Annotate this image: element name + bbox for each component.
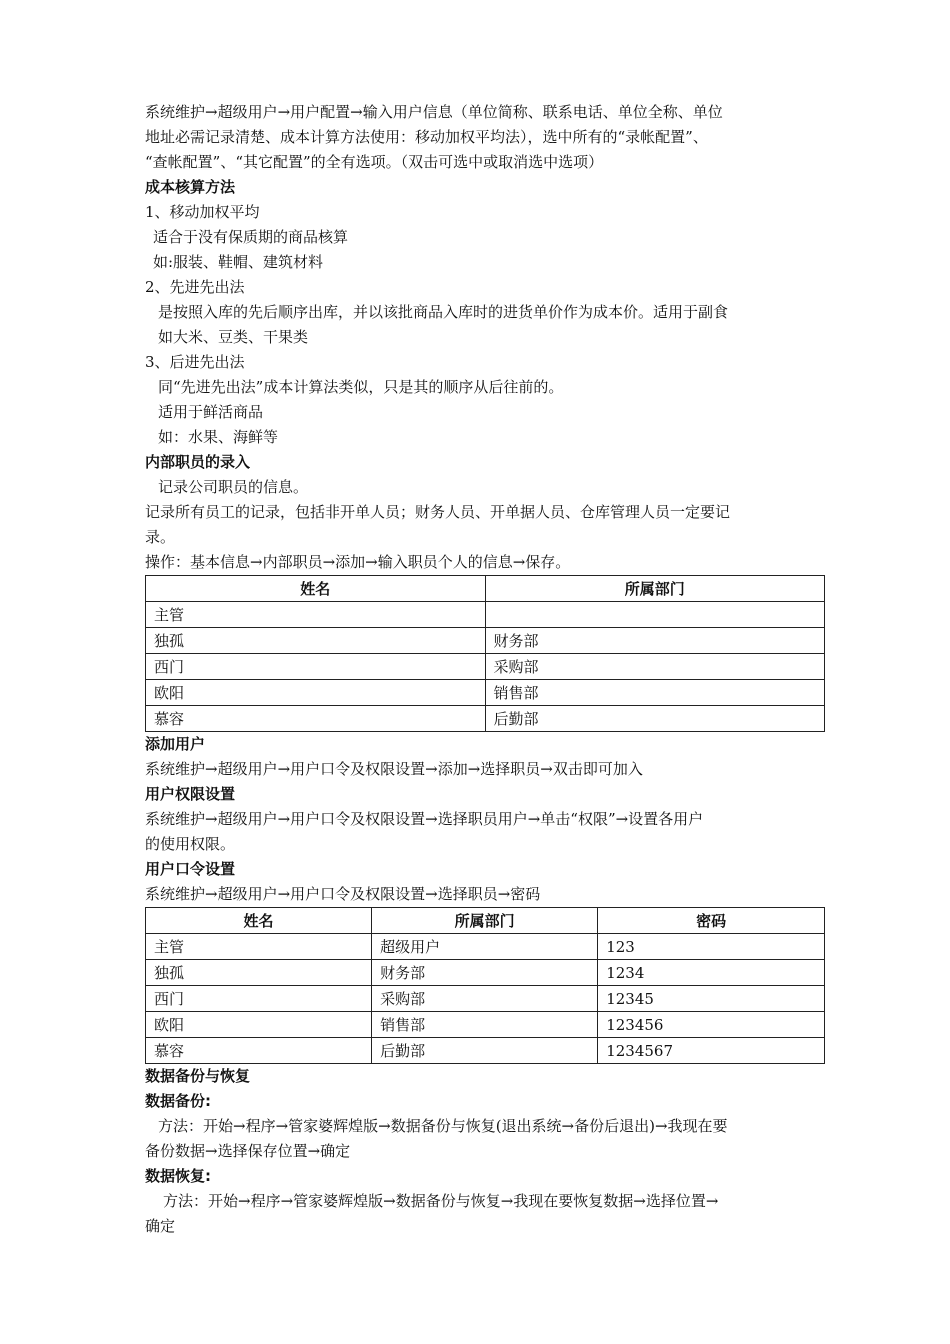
add-user-line-1: 系统维护→超级用户→用户口令及权限设置→添加→选择职员→双击即可加入 <box>145 760 643 778</box>
password-table <box>145 907 825 1064</box>
permission-line-1: 系统维护→超级用户→用户口令及权限设置→选择职员用户→单击“权限”→设置各用户 <box>145 810 704 828</box>
cell-dept: 销售部 <box>372 1012 598 1038</box>
method-2-title: 2、先进先出法 <box>145 278 245 296</box>
cell-password: 1234 <box>598 960 825 986</box>
method-3-line-1: 同“先进先出法”成本计算法类似，只是其的顺序从后往前的。 <box>158 378 564 396</box>
table-row <box>146 934 825 960</box>
restore-line-2: 确定 <box>145 1217 176 1235</box>
cell-dept: 超级用户 <box>372 934 598 960</box>
table-row <box>146 986 825 1012</box>
staff-table <box>145 575 825 732</box>
method-1-line-2: 如:服装、鞋帽、建筑材料 <box>153 253 324 271</box>
table-row <box>146 1012 825 1038</box>
cell-name: 慕容 <box>146 706 486 732</box>
cell-dept: 销售部 <box>485 680 825 706</box>
password-line-1: 系统维护→超级用户→用户口令及权限设置→选择职员→密码 <box>145 885 541 903</box>
cell-password: 123456 <box>598 1012 825 1038</box>
header-name: 姓名 <box>146 576 486 602</box>
cell-name: 独孤 <box>146 960 372 986</box>
staff-line-3: 录。 <box>145 528 176 546</box>
backup-line-2: 备份数据→选择保存位置→确定 <box>145 1142 351 1160</box>
header-name: 姓名 <box>146 908 372 934</box>
cell-dept: 采购部 <box>485 654 825 680</box>
table-header-row <box>146 908 825 934</box>
cell-password: 12345 <box>598 986 825 1012</box>
table-header-row <box>146 576 825 602</box>
cell-dept <box>485 602 825 628</box>
method-1-line-1: 适合于没有保质期的商品核算 <box>153 228 349 246</box>
header-password: 密码 <box>598 908 825 934</box>
method-2-line-2: 如大米、豆类、干果类 <box>158 328 309 346</box>
backup-sub-heading: 数据备份: <box>145 1092 211 1110</box>
method-3-line-3: 如：水果、海鲜等 <box>158 428 279 446</box>
table-row <box>146 628 825 654</box>
table-row <box>146 1038 825 1064</box>
add-user-heading: 添加用户 <box>145 735 206 753</box>
backup-line-1: 方法：开始→程序→管家婆辉煌版→数据备份与恢复(退出系统→备份后退出)→我现在要 <box>158 1117 728 1135</box>
cell-dept: 后勤部 <box>372 1038 598 1064</box>
cell-name: 慕容 <box>146 1038 372 1064</box>
header-dept: 所属部门 <box>372 908 598 934</box>
cell-name: 主管 <box>146 934 372 960</box>
method-1-title: 1、移动加权平均 <box>145 203 260 221</box>
backup-heading: 数据备份与恢复 <box>145 1067 251 1085</box>
password-heading: 用户口令设置 <box>145 860 236 878</box>
table-row <box>146 960 825 986</box>
table-row <box>146 602 825 628</box>
intro-line-3: “查帐配置”、“其它配置”的全有选项。（双击可选中或取消选中选项） <box>145 153 604 171</box>
cost-method-heading: 成本核算方法 <box>145 178 236 196</box>
cell-dept: 后勤部 <box>485 706 825 732</box>
cell-password: 123 <box>598 934 825 960</box>
intro-line-1: 系统维护→超级用户→用户配置→输入用户信息（单位简称、联系电话、单位全称、单位 <box>145 103 723 121</box>
method-3-title: 3、后进先出法 <box>145 353 245 371</box>
cell-password: 1234567 <box>598 1038 825 1064</box>
header-dept: 所属部门 <box>485 576 825 602</box>
cell-name: 独孤 <box>146 628 486 654</box>
cell-name: 主管 <box>146 602 486 628</box>
cell-name: 欧阳 <box>146 680 486 706</box>
restore-line-1: 方法：开始→程序→管家婆辉煌版→数据备份与恢复→我现在要恢复数据→选择位置→ <box>163 1192 719 1210</box>
document-page <box>145 100 810 1239</box>
method-3-line-2: 适用于鲜活商品 <box>158 403 264 421</box>
staff-line-2: 记录所有员工的记录，包括非开单人员；财务人员、开单据人员、仓库管理人员一定要记 <box>145 503 731 521</box>
staff-heading: 内部职员的录入 <box>145 453 251 471</box>
intro-line-2: 地址必需记录清楚、成本计算方法使用：移动加权平均法），选中所有的“录帐配置”、 <box>145 128 708 146</box>
table-row <box>146 706 825 732</box>
table-row <box>146 680 825 706</box>
cell-name: 西门 <box>146 986 372 1012</box>
staff-line-4: 操作：基本信息→内部职员→添加→输入职员个人的信息→保存。 <box>145 553 571 571</box>
cell-name: 西门 <box>146 654 486 680</box>
method-2-line-1: 是按照入库的先后顺序出库，并以该批商品入库时的进货单价作为成本价。适用于副食 <box>158 303 729 321</box>
table-row <box>146 654 825 680</box>
permission-line-2: 的使用权限。 <box>145 835 236 853</box>
staff-line-1: 记录公司职员的信息。 <box>158 478 309 496</box>
cell-dept: 采购部 <box>372 986 598 1012</box>
restore-sub-heading: 数据恢复: <box>145 1167 211 1185</box>
cell-dept: 财务部 <box>372 960 598 986</box>
cell-dept: 财务部 <box>485 628 825 654</box>
cell-name: 欧阳 <box>146 1012 372 1038</box>
permission-heading: 用户权限设置 <box>145 785 236 803</box>
